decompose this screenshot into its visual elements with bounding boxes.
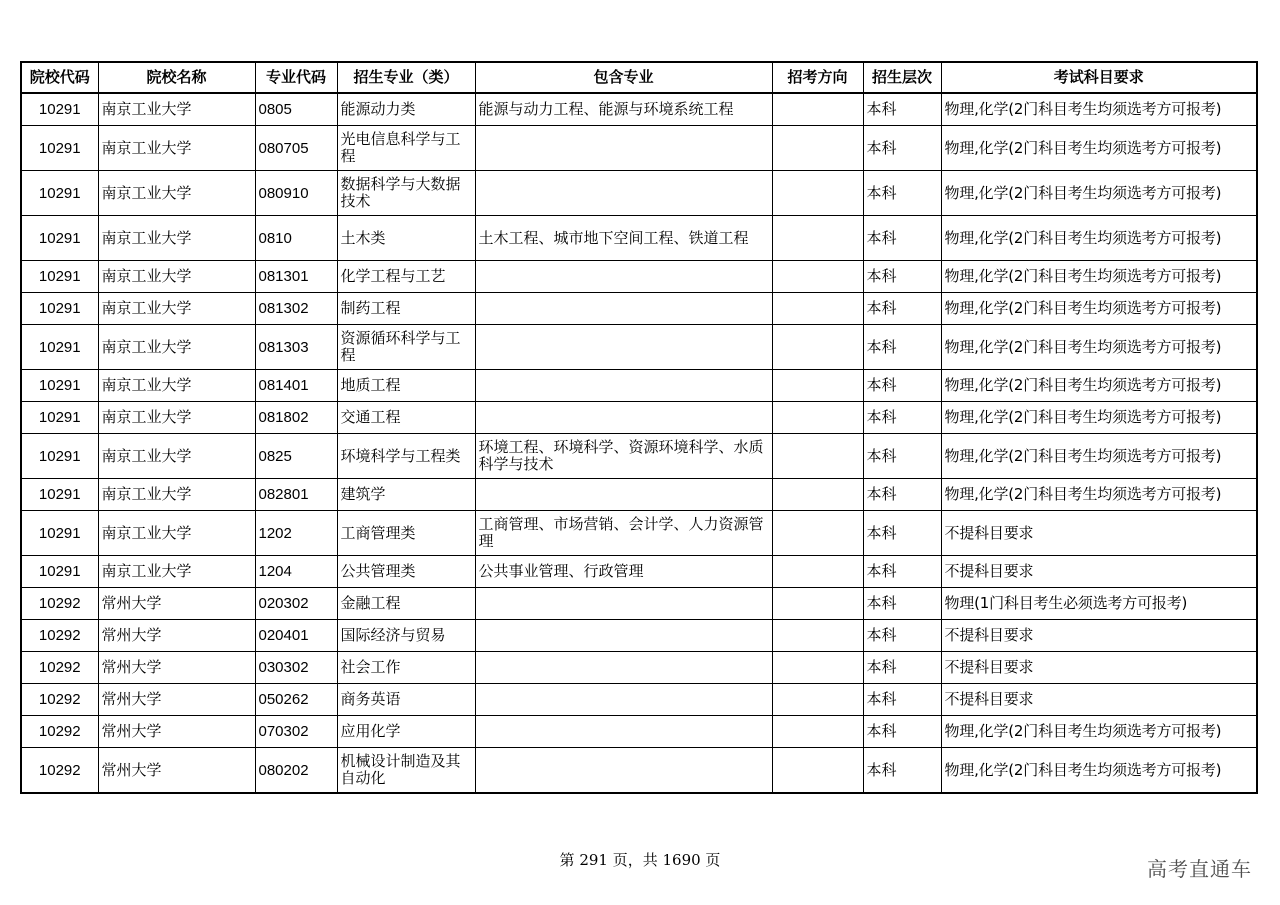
cell-direction [772,261,863,293]
cell-level: 本科 [863,171,941,216]
cell-school-name: 常州大学 [98,748,255,794]
cell-direction [772,171,863,216]
cell-direction [772,556,863,588]
table-row [21,511,1257,556]
cell-level: 本科 [863,684,941,716]
header-direction: 招考方向 [772,62,863,93]
cell-subject-requirement: 物理,化学(2门科目考生均须选考方可报考) [941,171,1257,216]
cell-major: 国际经济与贸易 [337,620,475,652]
cell-direction [772,434,863,479]
cell-school-name: 南京工业大学 [98,93,255,126]
cell-subject-requirement: 物理,化学(2门科目考生均须选考方可报考) [941,370,1257,402]
cell-direction [772,511,863,556]
cell-subject-requirement: 物理,化学(2门科目考生均须选考方可报考) [941,93,1257,126]
cell-school-code: 10291 [21,325,98,370]
cell-school-name: 南京工业大学 [98,434,255,479]
cell-major-code: 081401 [255,370,337,402]
table-row [21,479,1257,511]
cell-direction [772,716,863,748]
cell-major: 机械设计制造及其自动化 [337,748,475,794]
cell-school-code: 10292 [21,588,98,620]
table-row [21,652,1257,684]
cell-major-code: 081301 [255,261,337,293]
cell-major-code: 081802 [255,402,337,434]
cell-major-code: 020401 [255,620,337,652]
cell-major: 光电信息科学与工程 [337,126,475,171]
cell-included-majors [475,620,772,652]
cell-included-majors: 公共事业管理、行政管理 [475,556,772,588]
cell-school-code: 10291 [21,126,98,171]
table-row [21,716,1257,748]
cell-school-name: 南京工业大学 [98,261,255,293]
table-row [21,126,1257,171]
cell-school-code: 10291 [21,216,98,261]
cell-included-majors: 工商管理、市场营销、会计学、人力资源管理 [475,511,772,556]
table-row [21,588,1257,620]
cell-school-name: 南京工业大学 [98,216,255,261]
cell-school-code: 10291 [21,434,98,479]
cell-major: 社会工作 [337,652,475,684]
cell-level: 本科 [863,293,941,325]
cell-school-code: 10291 [21,556,98,588]
cell-subject-requirement: 物理(1门科目考生必须选考方可报考) [941,588,1257,620]
cell-school-code: 10291 [21,293,98,325]
cell-level: 本科 [863,370,941,402]
cell-school-name: 常州大学 [98,588,255,620]
cell-level: 本科 [863,402,941,434]
header-subject-requirement: 考试科目要求 [941,62,1257,93]
table-row [21,261,1257,293]
cell-included-majors [475,402,772,434]
cell-included-majors [475,716,772,748]
cell-school-code: 10291 [21,261,98,293]
cell-subject-requirement: 物理,化学(2门科目考生均须选考方可报考) [941,402,1257,434]
cell-major: 公共管理类 [337,556,475,588]
cell-level: 本科 [863,261,941,293]
cell-level: 本科 [863,588,941,620]
cell-major-code: 0810 [255,216,337,261]
cell-major: 工商管理类 [337,511,475,556]
cell-major: 土木类 [337,216,475,261]
cell-included-majors [475,748,772,794]
cell-major-code: 080202 [255,748,337,794]
cell-school-code: 10291 [21,402,98,434]
cell-level: 本科 [863,479,941,511]
header-major-code: 专业代码 [255,62,337,93]
cell-major: 资源循环科学与工程 [337,325,475,370]
cell-direction [772,216,863,261]
cell-major: 商务英语 [337,684,475,716]
cell-subject-requirement: 物理,化学(2门科目考生均须选考方可报考) [941,293,1257,325]
header-school-name: 院校名称 [98,62,255,93]
cell-school-name: 南京工业大学 [98,511,255,556]
cell-major-code: 080705 [255,126,337,171]
cell-subject-requirement: 物理,化学(2门科目考生均须选考方可报考) [941,434,1257,479]
cell-included-majors [475,652,772,684]
cell-major-code: 1204 [255,556,337,588]
cell-included-majors: 能源与动力工程、能源与环境系统工程 [475,93,772,126]
cell-direction [772,293,863,325]
cell-major-code: 070302 [255,716,337,748]
cell-major: 应用化学 [337,716,475,748]
watermark-logo: 高考直通车 [1147,857,1252,881]
cell-subject-requirement: 物理,化学(2门科目考生均须选考方可报考) [941,748,1257,794]
cell-direction [772,93,863,126]
cell-included-majors [475,126,772,171]
cell-level: 本科 [863,748,941,794]
cell-included-majors [475,261,772,293]
cell-school-name: 常州大学 [98,620,255,652]
cell-school-name: 南京工业大学 [98,556,255,588]
header-included-majors: 包含专业 [475,62,772,93]
cell-level: 本科 [863,652,941,684]
cell-major: 环境科学与工程类 [337,434,475,479]
cell-school-name: 常州大学 [98,652,255,684]
cell-major-code: 081302 [255,293,337,325]
header-level: 招生层次 [863,62,941,93]
cell-direction [772,479,863,511]
cell-school-code: 10292 [21,716,98,748]
table-row [21,556,1257,588]
cell-subject-requirement: 物理,化学(2门科目考生均须选考方可报考) [941,479,1257,511]
header-major: 招生专业（类） [337,62,475,93]
cell-major-code: 030302 [255,652,337,684]
cell-major: 数据科学与大数据技术 [337,171,475,216]
cell-major-code: 1202 [255,511,337,556]
cell-included-majors [475,684,772,716]
table-row [21,216,1257,261]
cell-included-majors [475,370,772,402]
cell-direction [772,370,863,402]
cell-included-majors: 环境工程、环境科学、资源环境科学、水质科学与技术 [475,434,772,479]
cell-subject-requirement: 物理,化学(2门科目考生均须选考方可报考) [941,716,1257,748]
cell-major-code: 082801 [255,479,337,511]
cell-major-code: 081303 [255,325,337,370]
cell-level: 本科 [863,556,941,588]
table-row [21,684,1257,716]
cell-subject-requirement: 物理,化学(2门科目考生均须选考方可报考) [941,216,1257,261]
cell-major: 金融工程 [337,588,475,620]
cell-direction [772,588,863,620]
cell-subject-requirement: 物理,化学(2门科目考生均须选考方可报考) [941,261,1257,293]
header-school-code: 院校代码 [21,62,98,93]
table-row [21,402,1257,434]
cell-major-code: 080910 [255,171,337,216]
cell-direction [772,620,863,652]
cell-subject-requirement: 不提科目要求 [941,652,1257,684]
cell-direction [772,325,863,370]
cell-school-code: 10291 [21,171,98,216]
cell-major-code: 050262 [255,684,337,716]
cell-direction [772,652,863,684]
table-row [21,293,1257,325]
cell-major: 地质工程 [337,370,475,402]
cell-level: 本科 [863,325,941,370]
cell-school-name: 南京工业大学 [98,402,255,434]
cell-school-code: 10292 [21,684,98,716]
cell-direction [772,684,863,716]
cell-school-code: 10292 [21,748,98,794]
cell-included-majors [475,325,772,370]
cell-school-code: 10291 [21,370,98,402]
cell-subject-requirement: 物理,化学(2门科目考生均须选考方可报考) [941,325,1257,370]
cell-subject-requirement: 不提科目要求 [941,556,1257,588]
cell-school-name: 南京工业大学 [98,293,255,325]
cell-major: 制药工程 [337,293,475,325]
cell-direction [772,748,863,794]
cell-school-name: 南京工业大学 [98,370,255,402]
cell-included-majors [475,171,772,216]
table-row [21,434,1257,479]
cell-level: 本科 [863,93,941,126]
cell-major-code: 020302 [255,588,337,620]
cell-level: 本科 [863,126,941,171]
cell-major-code: 0805 [255,93,337,126]
cell-direction [772,402,863,434]
cell-subject-requirement: 不提科目要求 [941,684,1257,716]
cell-school-code: 10292 [21,652,98,684]
table-row [21,370,1257,402]
table-header-row [21,62,1257,93]
cell-level: 本科 [863,216,941,261]
cell-school-code: 10292 [21,620,98,652]
cell-school-name: 南京工业大学 [98,126,255,171]
table-row [21,620,1257,652]
cell-major-code: 0825 [255,434,337,479]
cell-included-majors [475,479,772,511]
cell-major: 交通工程 [337,402,475,434]
cell-level: 本科 [863,511,941,556]
cell-subject-requirement: 不提科目要求 [941,511,1257,556]
cell-school-code: 10291 [21,93,98,126]
page-number: 第 291 页，共 1690 页 [559,851,721,869]
cell-school-name: 常州大学 [98,716,255,748]
cell-included-majors: 土木工程、城市地下空间工程、铁道工程 [475,216,772,261]
cell-school-name: 常州大学 [98,684,255,716]
cell-level: 本科 [863,716,941,748]
table-row [21,748,1257,794]
table-row [21,171,1257,216]
cell-school-name: 南京工业大学 [98,479,255,511]
cell-subject-requirement: 物理,化学(2门科目考生均须选考方可报考) [941,126,1257,171]
cell-included-majors [475,293,772,325]
cell-school-code: 10291 [21,511,98,556]
cell-subject-requirement: 不提科目要求 [941,620,1257,652]
cell-level: 本科 [863,434,941,479]
table-body [21,93,1257,793]
cell-major: 化学工程与工艺 [337,261,475,293]
table-row [21,325,1257,370]
cell-direction [772,126,863,171]
cell-major: 建筑学 [337,479,475,511]
admissions-table [20,61,1258,794]
cell-included-majors [475,588,772,620]
cell-level: 本科 [863,620,941,652]
cell-school-name: 南京工业大学 [98,325,255,370]
cell-school-code: 10291 [21,479,98,511]
cell-school-name: 南京工业大学 [98,171,255,216]
cell-major: 能源动力类 [337,93,475,126]
table-row [21,93,1257,126]
